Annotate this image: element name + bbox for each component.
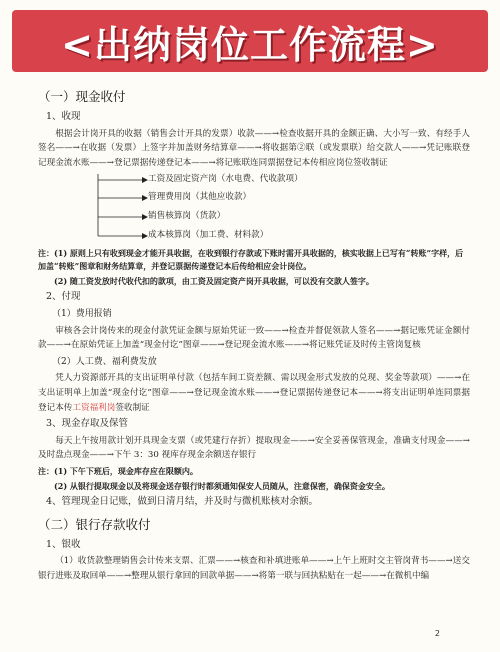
tree-item-salary-asset: 工资及固定资产岗（水电费、代收款项）	[148, 174, 303, 185]
labor-text-highlight: 工资福利岗	[72, 402, 116, 413]
note-receipt-2: (2) 随工资发放时代收代扣的款项，由工资及固定资产岗开具收据，可以没有交款人签字。	[54, 276, 374, 287]
tree-connector-lines	[38, 172, 158, 244]
sub-cash-storage: 3、现金存取及保管	[46, 418, 129, 430]
sub-cash-journal: 4、管理现金日记账，做到日清月结，并及时与微机账核对余额。	[46, 495, 319, 507]
note-storage-1: 注：(1) 下午下班后，现金库存应在限额内。	[38, 465, 198, 476]
section-bank-title: （二）银行存款收付	[38, 516, 151, 532]
routing-tree	[38, 172, 470, 244]
paragraph-cash-storage: 每天上午按用款计划开具现金支票（或凭建行存折）提取现金——→安全妥善保管现金，准确支付现金——→及时盘点现金——→下午 3：30 视库存现金余额送存银行	[38, 435, 470, 461]
sub-bank-receipt: 1、银收	[46, 538, 81, 550]
tree-item-cost: 成本核算岗（加工费、材料款）	[148, 230, 269, 241]
labor-text-b: 签收制证	[115, 402, 150, 413]
labor-text-a: 凭人力资源部开具的支出证明单付款（包括车间工资差额、需以现金形式发放的兑现、奖金等款项）——→在支出证明单上加盖“现金付讫”图章——→登记现金流水账——→登记票据传递登记本——→将支出证明单连同票据登记本传	[38, 373, 470, 413]
document-body	[38, 82, 470, 583]
banner-title: <出纳岗位工作流程>	[61, 22, 439, 67]
paragraph-collect-cash: 根据会计岗开具的收据（销售会计开具的发票）收款——→检查收据开具的金额正确、大小写一致、有经手人签名——→在收据（发票）上签字并加盖财务结算章——→将收据第②联（或发票联）给交款人——→凭记账联登记现金流水账——→登记票据传递登记本——→将记账联连同票据登记本传相应岗位签收制证	[38, 128, 470, 168]
paragraph-labor-welfare	[38, 371, 470, 415]
title-banner	[12, 10, 488, 72]
note-receipt-1: 注：(1) 原则上只有收到现金才能开具收据，在收到银行存款或下账时需开具收据的，核实收据上已写有“转账”字样，后加盖“转账”图章和财务结算章，并登记票据传递登记本后传给相应会计岗位。	[38, 248, 464, 272]
sub-collect-cash: 1、收现	[46, 111, 81, 122]
tree-item-sales: 销售核算岗（货款）	[148, 211, 226, 222]
tree-item-admin-expense: 管理费用岗（其他应收款）	[148, 192, 252, 203]
section-cash-title: （一）现金收付	[38, 89, 126, 104]
sub-labor-welfare: （2）人工费、福利费发放	[52, 356, 157, 367]
paragraph-bank-receipt: （1）收货款整理销售会计传来支票、汇票——→核查和补填进账单——→上午上班时交主管岗背书——→送交银行进账及取回单——→整理从银行拿回的回款单据——→将第一联与回执粘贴在一起——→在微机中编	[38, 556, 470, 581]
sub-pay-cash: 2、付现	[46, 291, 81, 303]
note-storage-2: (2) 从银行提取现金以及将现金送存银行时都须通知保安人员随从，注意保密，确保资金安全。	[54, 480, 390, 491]
paragraph-expense-reimbursement: 审核各会计岗传来的现金付款凭证金额与原始凭证一致——→检查并督促领款人签名——→据记账凭证金额付款——→在原始凭证上加盖“现金付讫”图章——→登记现金流水账——→将记账凭证及时传主管岗复核	[38, 325, 470, 351]
sub-expense-reimbursement: （1）费用报销	[52, 308, 112, 319]
page-number: 2	[434, 629, 440, 638]
